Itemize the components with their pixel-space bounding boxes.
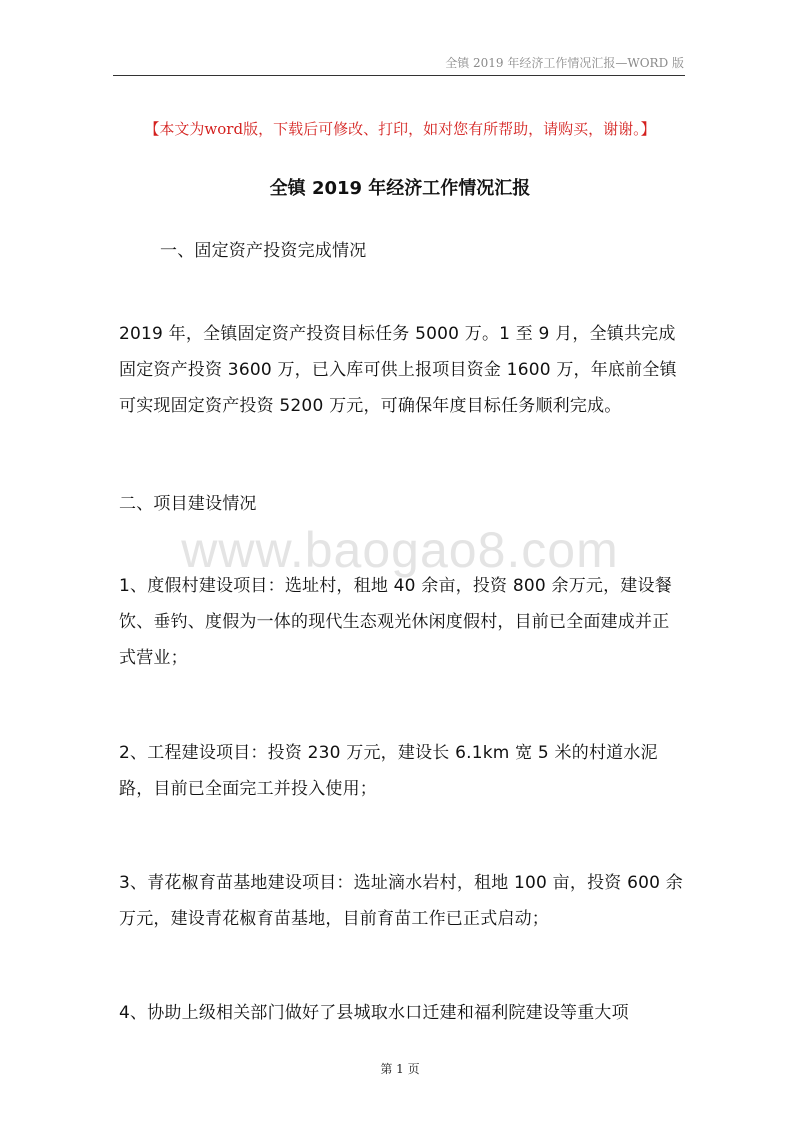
watermark: www.baogao8.com xyxy=(181,522,619,578)
page-number: 第 1 页 xyxy=(380,1062,420,1076)
list-item: 3、青花椒育苗基地建设项目：选址滴水岩村，租地 100 亩，投资 600 余万元，建设青花椒育苗基地，目前育苗工作已正式启动； xyxy=(119,873,683,929)
section-heading-fixed-assets: 一、固定资产投资完成情况 xyxy=(160,241,367,261)
section-heading-projects: 二、项目建设情况 xyxy=(119,494,257,514)
download-notice: 【本文为word版，下载后可修改、打印，如对您有所帮助，请购买，谢谢。】 xyxy=(144,120,656,138)
running-header: 全镇 2019 年经济工作情况汇报—WORD 版 xyxy=(445,56,684,70)
document-title: 全镇 2019 年经济工作情况汇报 xyxy=(269,178,531,199)
header-divider xyxy=(113,75,685,76)
list-item: 1、度假村建设项目：选址村，租地 40 余亩，投资 800 余万元，建设餐饮、垂钓、度假为一体的现代生态观光休闲度假村，目前已全面建成并正式营业； xyxy=(119,576,672,668)
list-item: 4、协助上级相关部门做好了县城取水口迁建和福利院建设等重大项 xyxy=(119,1003,629,1023)
list-item: 2、工程建设项目：投资 230 万元，建设长 6.1km 宽 5 米的村道水泥路，目前已全面完工并投入使用； xyxy=(119,743,658,799)
paragraph-fixed-assets: 2019 年，全镇固定资产投资目标任务 5000 万。1 至 9 月，全镇共完成固定资产投资 3600 万，已入库可供上报项目资金 1600 万，年底前全镇可实现固定资产投资 5200 万元，可确保年度目标任务顺利完成。 xyxy=(119,324,677,416)
